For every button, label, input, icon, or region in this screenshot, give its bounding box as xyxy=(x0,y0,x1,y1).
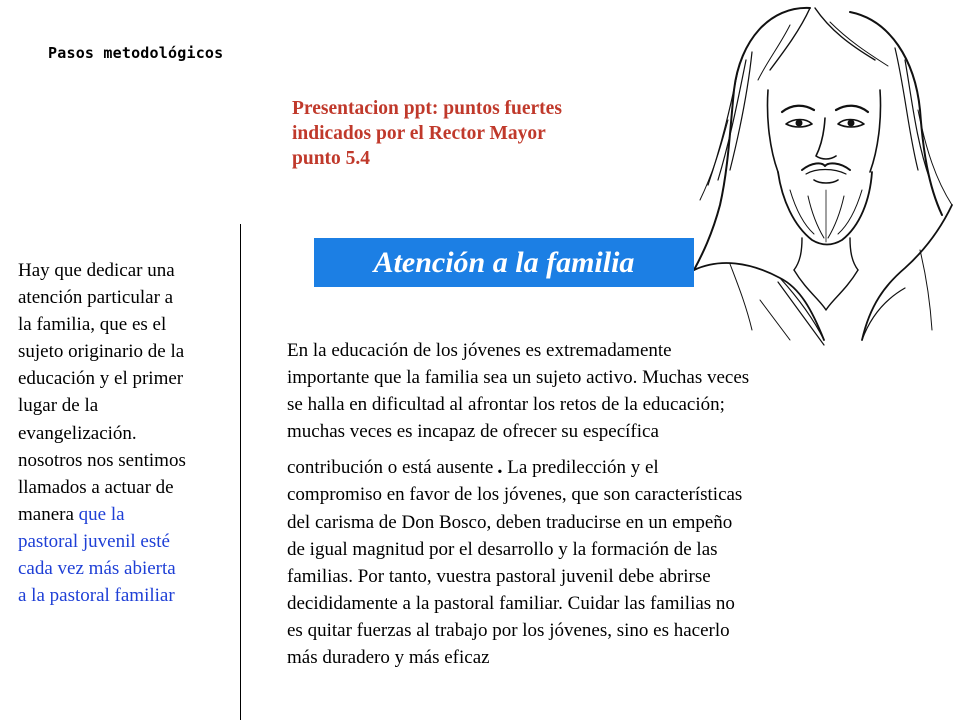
body-line: se halla en dificultad al afrontar los retos de la educación; xyxy=(287,394,725,416)
section-banner xyxy=(314,238,694,287)
body-line: En la educación de los jóvenes es extremadamente xyxy=(287,340,672,361)
body-line: muchas veces es incapaz de ofrecer su específica xyxy=(287,421,659,443)
left-column-text xyxy=(18,257,240,609)
left-line: sujeto originario de la xyxy=(18,341,185,363)
subtitle-line: indicados por el Rector Mayor xyxy=(292,123,546,144)
left-line: lugar de la xyxy=(18,395,99,417)
highlight-line: a la pastoral familiar xyxy=(18,585,175,607)
body-line: más duradero y más eficaz xyxy=(287,647,490,669)
body-line: La predilección y el xyxy=(502,457,659,479)
subtitle-line: punto 5.4 xyxy=(292,148,371,169)
body-line: familias. Por tanto, vuestra pastoral juvenil debe abrirse xyxy=(287,565,711,587)
column-divider xyxy=(240,224,241,720)
highlight-line: cada vez más abierta xyxy=(18,558,176,580)
left-line: nosotros nos sentimos xyxy=(18,449,186,471)
left-line: evangelización. xyxy=(18,422,137,444)
subtitle-line: Presentacion ppt: puntos fuertes xyxy=(292,98,562,119)
highlight-line: que la xyxy=(78,503,125,525)
body-line-mixed xyxy=(287,453,887,481)
highlight-line: pastoral juvenil esté xyxy=(18,530,170,552)
banner-title: Atención a la familia xyxy=(373,245,635,279)
body-line: decididamente a la pastoral familiar. Cuidar las familias no xyxy=(287,592,735,614)
body-line: importante que la familia sea un sujeto activo. Muchas veces xyxy=(287,367,750,389)
left-line: manera xyxy=(18,503,79,525)
left-line: educación y el primer xyxy=(18,368,184,390)
slide-kicker: Pasos metodológicos xyxy=(48,44,224,62)
christ-portrait-illustration xyxy=(690,0,960,350)
left-line: la familia, que es el xyxy=(18,314,167,336)
body-line: del carisma de Don Bosco, deben traducirse en un empeño xyxy=(287,511,733,533)
body-line: compromiso en favor de los jóvenes, que son características xyxy=(287,484,743,506)
body-paragraph xyxy=(287,337,887,671)
body-line: es quitar fuerzas al trabajo por los jóvenes, sino es hacerlo xyxy=(287,619,730,641)
slide-subtitle xyxy=(292,96,662,171)
body-line: contribución o está ausente xyxy=(287,457,494,479)
left-line: Hay que dedicar una xyxy=(18,260,175,281)
left-line: llamados a actuar de xyxy=(18,476,174,498)
body-line: de igual magnitud por el desarrollo y la formación de las xyxy=(287,538,718,560)
body-period: . xyxy=(497,454,503,479)
left-line-mixed xyxy=(18,501,240,528)
left-line: atención particular a xyxy=(18,287,174,309)
